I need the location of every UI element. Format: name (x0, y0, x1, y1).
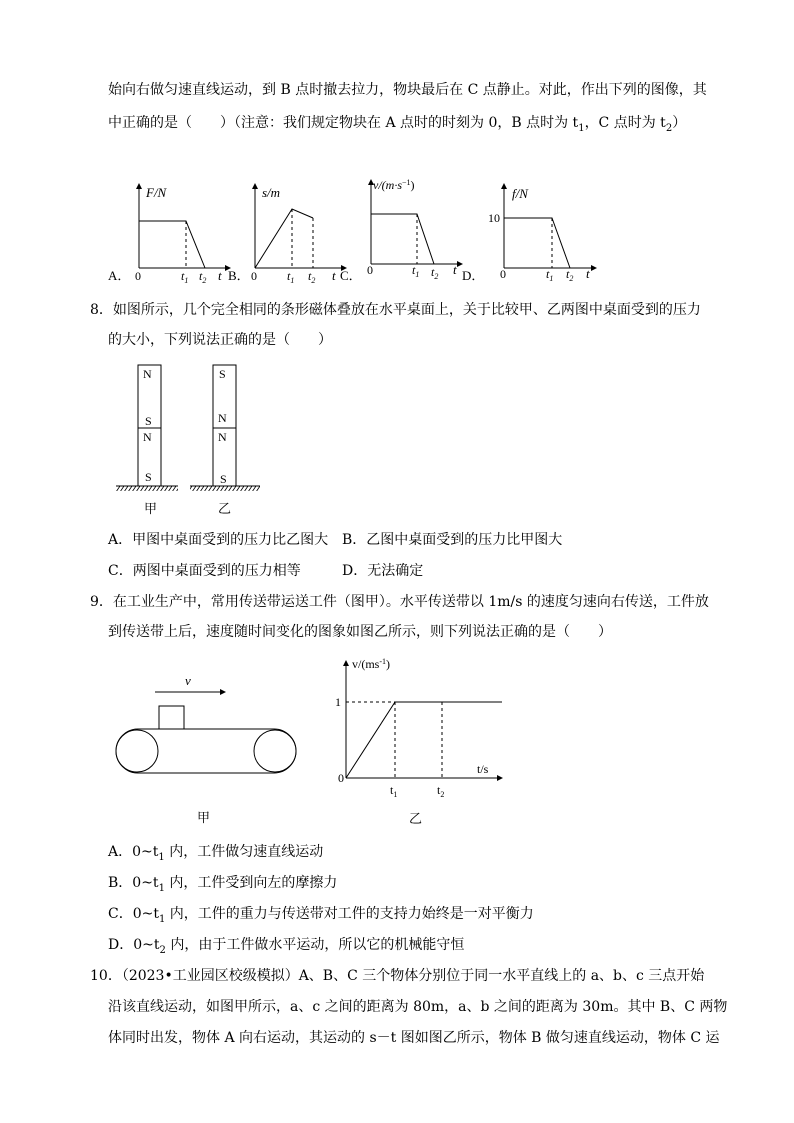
t2-label: $t_2$ (566, 267, 574, 283)
t-axis-label: t (586, 266, 590, 281)
q8-option-d: D．无法确定 (342, 563, 424, 579)
origin-label: 0 (135, 269, 141, 283)
t1-label: $t_1$ (181, 269, 189, 285)
option-label: C． (340, 268, 362, 283)
t1-label: $t_1$ (287, 269, 295, 285)
v-curve (371, 214, 434, 264)
q8-magnets-figure (112, 360, 272, 520)
t-axis-label: t (453, 262, 457, 277)
y-label: $v/(m\cdot s^{-1})$ (373, 178, 415, 192)
option-label: A． (108, 268, 131, 283)
q8-line1: 8．如图所示，几个完全相同的条形磁体叠放在水平桌面上，关于比较甲、乙两图中桌面受到的压力 (90, 302, 701, 318)
table-yi-hatch (190, 486, 260, 491)
pole-jia-4: S (145, 470, 152, 484)
f-curve (504, 218, 570, 268)
y-label: f/N (512, 186, 528, 201)
ytick-label: 10 (488, 211, 500, 225)
q7-graph-c (340, 176, 470, 283)
q9-option-d-sub: 2 (159, 944, 166, 956)
q9-vt-graph (320, 655, 510, 830)
caption-jia: 甲 (144, 501, 158, 516)
pole-jia-3: N (143, 430, 152, 444)
q7-line2-text: 中正确的是（ ）（注意：我们规定物块在 A 点时的时刻为 0，B 点时为 t (108, 115, 579, 131)
q8-line2: 的大小，下列说法正确的是（ ） (108, 332, 332, 348)
belt-velocity-label: v (185, 673, 191, 688)
caption-yi: 乙 (409, 811, 423, 826)
pole-jia-1: N (143, 367, 152, 381)
q10-line1: 10．（2023•工业园区校级模拟）A、B、C 三个物体分别位于同一水平直线上的 a、b、c 三点开始 (90, 968, 705, 984)
t2-label: $t_2$ (437, 783, 445, 799)
t1-label: $t_1$ (412, 263, 420, 279)
y-label: $v/(ms^{-1})$ (352, 657, 391, 671)
left-roller (116, 730, 158, 772)
t2-label: $t_2$ (199, 269, 207, 285)
q9-option-c-sub: 1 (158, 913, 166, 925)
pole-yi-2: N (218, 411, 227, 425)
q9-option-d (108, 935, 464, 961)
q9-option-b-text: B．0~t (108, 875, 159, 891)
t1-label: $t_1$ (390, 783, 398, 799)
q9-line1: 9．在工业生产中，常用传送带运送工件（图甲）。水平传送带以 1m/s 的速度匀速向右传送，工件放 (90, 594, 709, 610)
q9-option-c-text: C．0~t (108, 906, 159, 922)
q7-line2 (108, 113, 686, 139)
caption-jia: 甲 (197, 810, 211, 825)
q9-option-a (108, 842, 323, 868)
q8-option-a: A．甲图中桌面受到的压力比乙图大 (108, 532, 329, 548)
t2-label: $t_2$ (308, 269, 316, 285)
ytick-label: 1 (335, 695, 341, 709)
q9-option-d-text2: 内，由于工件做水平运动，所以它的机械能守恒 (165, 937, 465, 953)
t2-label: $t_2$ (431, 265, 439, 281)
q7-line2-text2: ，C 点时为 t (584, 115, 666, 131)
pole-yi-3: N (218, 430, 227, 444)
t-axis-label: t (218, 268, 222, 283)
q9-option-c-text2: 内，工件的重力与传送带对工件的支持力始终是一对平衡力 (165, 906, 534, 922)
table-jia-hatch (116, 486, 178, 491)
pole-jia-2: S (145, 414, 152, 428)
origin-label: 0 (251, 269, 257, 283)
s-curve (255, 209, 313, 268)
q7-sub-2: 2 (665, 122, 673, 134)
q7-sub-1: 1 (578, 122, 585, 134)
q9-option-b-text2: 内，工件受到向左的摩擦力 (164, 875, 338, 891)
q9-option-b (108, 873, 337, 899)
q9-option-a-sub: 1 (158, 851, 165, 863)
q9-option-d-text: D．0~t (108, 937, 160, 953)
right-roller (254, 730, 296, 772)
pole-yi-1: S (219, 367, 226, 381)
q8-option-c: C．两图中桌面受到的压力相等 (108, 563, 301, 579)
f-curve (139, 221, 205, 268)
t1-label: $t_1$ (546, 267, 554, 283)
q9-option-a-text: A．0~t (108, 844, 159, 860)
x-label: t/s (477, 762, 489, 776)
y-label: F/N (146, 185, 167, 200)
q7-graph-a (108, 180, 238, 285)
caption-yi: 乙 (218, 501, 232, 516)
q9-option-a-text2: 内，工件做匀速直线运动 (164, 844, 324, 860)
y-label: s/m (262, 185, 281, 200)
origin-label: 0 (338, 771, 344, 785)
q9-conveyor-figure (110, 670, 310, 830)
origin-label: 0 (500, 267, 506, 281)
q9-option-b-sub: 1 (158, 882, 165, 894)
t-axis-label: t (332, 268, 336, 283)
q8-option-b: B．乙图中桌面受到的压力比甲图大 (342, 532, 563, 548)
q9-option-c (108, 904, 534, 930)
workpiece (159, 706, 184, 729)
q9-line2: 到传送带上后，速度随时间变化的图象如图乙所示，则下列说法正确的是（ ） (108, 624, 612, 640)
q7-graph-b (228, 180, 358, 285)
option-label: B． (228, 268, 250, 283)
q10-line2: 沿该直线运动，如图甲所示，a、c 之间的距离为 80m，a、b 之间的距离为 30m。其中 B、C 两物 (108, 999, 728, 1015)
pole-yi-4: S (220, 472, 227, 486)
q10-line3: 体同时出发，物体 A 向右运动，其运动的 s－t 图如图乙所示，物体 B 做匀速直线运动，物体 C 运 (108, 1030, 720, 1046)
q7-line1: 始向右做匀速直线运动，到 B 点时撤去拉力，物块最后在 C 点静止。对此，作出下列的图像，其 (108, 82, 707, 98)
origin-label: 0 (367, 263, 373, 277)
q7-graph-d (458, 180, 608, 283)
option-label: D． (462, 268, 485, 283)
q7-line2-text3: ） (672, 115, 687, 131)
